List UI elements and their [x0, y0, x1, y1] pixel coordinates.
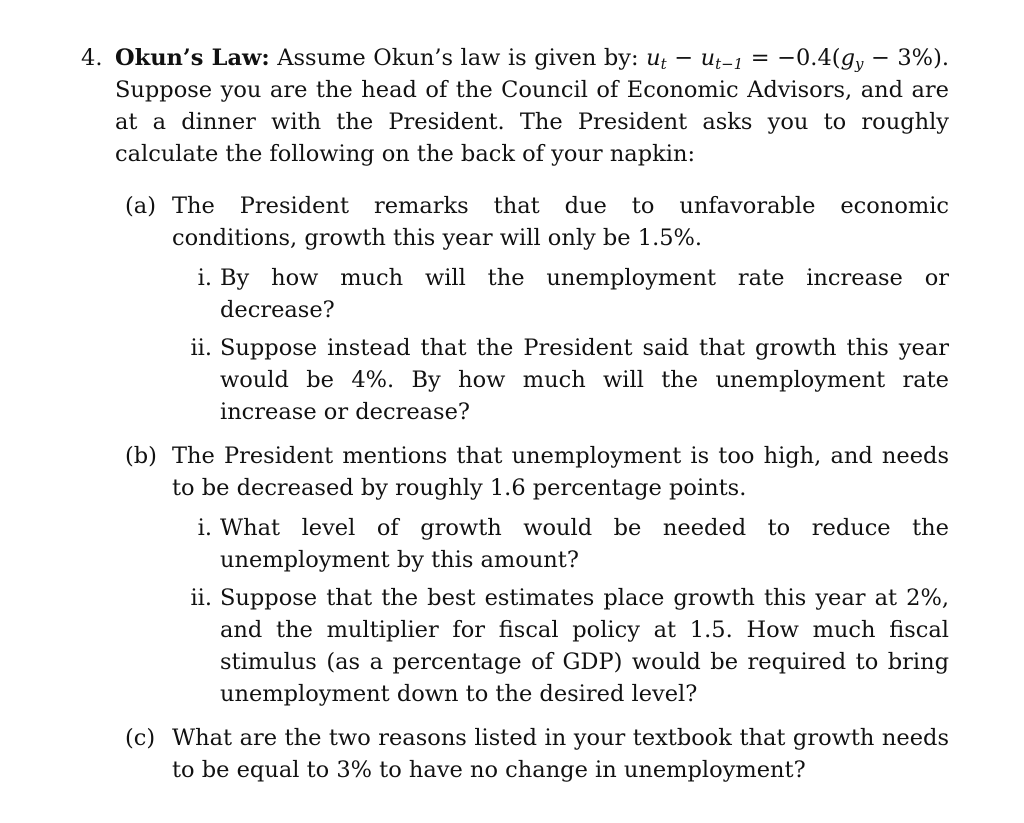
eq-sub-y: y	[854, 55, 864, 73]
eq-u2: u	[700, 45, 716, 71]
problem-title: Okun’s Law:	[115, 45, 270, 71]
okun-equation	[646, 45, 949, 71]
sub-question	[172, 262, 949, 326]
sub-label: ii.	[190, 585, 212, 611]
sub-text: Suppose that the best estimates place growth this year at 2%, and the multiplier for fiscal policy at 1.5. How much fiscal stimulus (as a percentage of GDP) would be required to bring unemployment down to the desired level?	[220, 585, 949, 707]
part-a	[115, 190, 949, 428]
sub-label: i.	[197, 515, 212, 541]
problem-intro	[115, 42, 949, 170]
part-label: (a)	[125, 193, 156, 219]
sub-question	[172, 512, 949, 576]
part-label: (b)	[125, 443, 157, 469]
eq-rhs-lead: = −0.4(	[743, 45, 841, 71]
sub-questions	[172, 262, 949, 428]
eq-g: g	[840, 45, 855, 71]
part-text: The President remarks that due to unfavorable economic conditions, growth this year will only be 1.5%.	[172, 193, 949, 251]
eq-sub-t-minus-1: t−1	[715, 55, 744, 73]
problem-4	[81, 42, 949, 798]
parts-list	[115, 190, 949, 786]
part-text: What are the two reasons listed in your textbook that growth needs to be equal to 3% to have no change in unemployment?	[172, 725, 949, 783]
part-c	[115, 722, 949, 786]
problem-number: 4.	[81, 45, 103, 71]
sub-text: What level of growth would be needed to reduce the unemployment by this amount?	[220, 515, 949, 573]
part-label: (c)	[125, 725, 156, 751]
eq-u1: u	[646, 45, 661, 71]
sub-questions	[172, 512, 949, 710]
eq-rhs-tail: − 3%).	[863, 45, 949, 71]
sub-text: Suppose instead that the President said that growth this year would be 4%. By how much will the unemployment rate increase or decrease?	[220, 335, 949, 425]
eq-sub-t: t	[660, 55, 667, 73]
sub-question	[172, 332, 949, 428]
intro-lead: Assume Okun’s law is given by:	[277, 45, 639, 71]
sub-question	[172, 582, 949, 710]
sub-label: i.	[197, 265, 212, 291]
intro-body: Suppose you are the head of the Council of Economic Advisors, and are at a dinner with the President. The President asks you to roughly calculate the following on the back of your napkin:	[115, 77, 949, 167]
eq-minus: −	[666, 45, 701, 71]
sub-label: ii.	[190, 335, 212, 361]
part-text: The President mentions that unemployment is too high, and needs to be decreased by roughly 1.6 percentage points.	[172, 443, 949, 501]
sub-text: By how much will the unemployment rate increase or decrease?	[220, 265, 949, 323]
part-b	[115, 440, 949, 710]
